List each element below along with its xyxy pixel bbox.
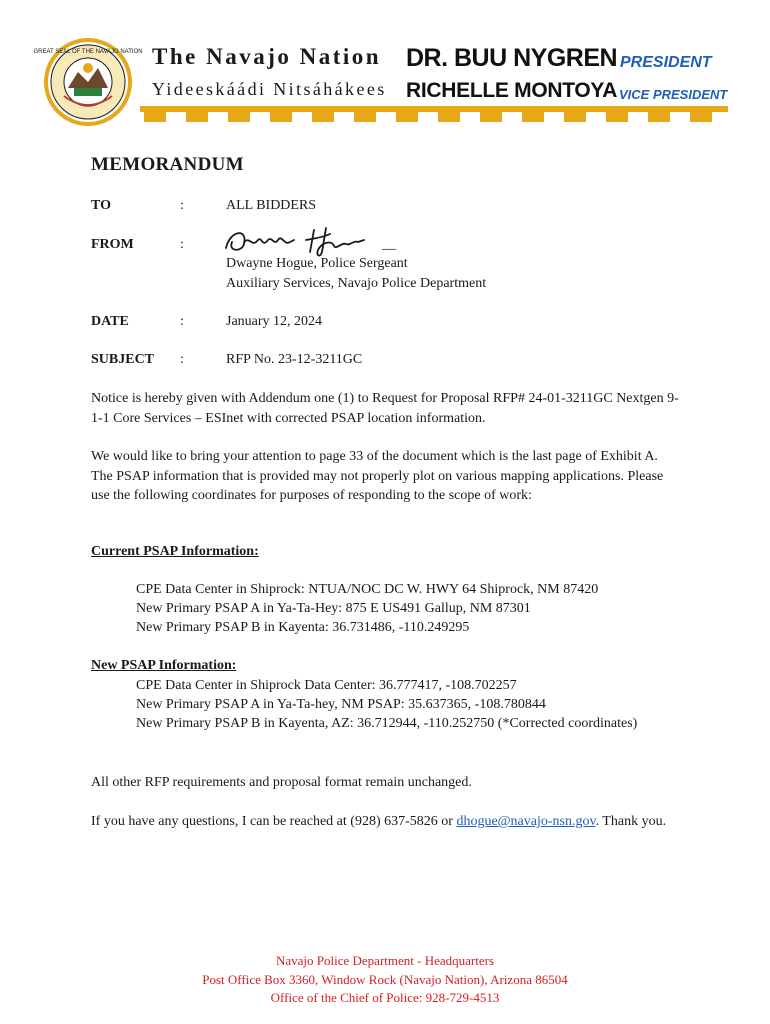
- nation-subtitle: Yideeskáádi Nitsáhákees: [152, 79, 387, 99]
- from-colon: :: [180, 237, 184, 252]
- date-value: January 12, 2024: [226, 314, 323, 329]
- vice-president-name: RICHELLE MONTOYA: [406, 79, 618, 102]
- decorative-band: [140, 106, 728, 124]
- new-psap-item: New Primary PSAP B in Kayenta, AZ: 36.712944, -110.252750 (*Corrected coordinates): [136, 716, 638, 731]
- contact-text-end: . Thank you.: [595, 814, 667, 829]
- from-label: FROM: [91, 237, 134, 252]
- date-colon: :: [180, 314, 184, 329]
- memo-heading: MEMORANDUM: [91, 154, 244, 175]
- email-link[interactable]: dhogue@navajo-nsn.gov: [456, 814, 596, 829]
- navajo-nation-seal: [33, 38, 143, 126]
- to-value: ALL BIDDERS: [226, 198, 317, 213]
- current-psap-item: CPE Data Center in Shiprock: NTUA/NOC DC W. HWY 64 Shiprock, NM 87420: [136, 582, 599, 597]
- paragraph-requirements: All other RFP requirements and proposal format remain unchanged.: [91, 775, 472, 790]
- to-label: TO: [91, 198, 111, 213]
- seal-text: GREAT SEAL OF THE NAVAJO NATION: [33, 49, 143, 55]
- new-psap-item: CPE Data Center in Shiprock Data Center: 36.777417, -108.702257: [136, 678, 517, 693]
- new-psap-item: New Primary PSAP A in Ya-Ta-hey, NM PSAP: 35.637365, -108.780844: [136, 697, 546, 712]
- current-psap-item: New Primary PSAP B in Kayenta: 36.731486, -110.249295: [136, 620, 470, 635]
- subject-value: RFP No. 23-12-3211GC: [226, 352, 363, 367]
- footer-line-address: Post Office Box 3360, Window Rock (Navajo Nation), Arizona 86504: [202, 971, 568, 987]
- current-psap-item: New Primary PSAP A in Ya-Ta-Hey: 875 E US491 Gallup, NM 87301: [136, 601, 531, 616]
- president-title: PRESIDENT: [620, 54, 712, 71]
- from-name: Dwayne Hogue, Police Sergeant: [226, 256, 408, 271]
- vice-president-title: VICE PRESIDENT: [619, 87, 728, 102]
- president-name: DR. BUU NYGREN: [406, 44, 618, 72]
- from-department: Auxiliary Services, Navajo Police Department: [226, 276, 487, 291]
- date-label: DATE: [91, 314, 129, 329]
- new-psap-title: New PSAP Information:: [91, 658, 237, 673]
- nation-title: The Navajo Nation: [152, 44, 382, 69]
- paragraph-attention: We would like to bring your attention to page 33 of the document which is the last page of Exhibit A. The PSAP information that is provided may not properly plot on various mapping applications. Please use the following coordinates for purposes of responding to the scope of work:: [91, 449, 664, 503]
- contact-text: If you have any questions, I can be reached at (928) 637-5826 or: [91, 814, 457, 829]
- subject-label: SUBJECT: [91, 352, 155, 367]
- paragraph-contact: [91, 812, 681, 832]
- subject-colon: :: [180, 352, 184, 367]
- signature-line: __: [382, 237, 396, 252]
- signature: [222, 222, 402, 260]
- current-psap-title: Current PSAP Information:: [91, 544, 259, 559]
- paragraph-notice: Notice is hereby given with Addendum one (1) to Request for Proposal RFP# 24-01-3211GC Nextgen 9-1-1 Core Services – ESInet with corrected PSAP location information.: [91, 391, 679, 426]
- footer: [0, 952, 770, 1008]
- footer-line-department: Navajo Police Department - Headquarters: [275, 953, 495, 968]
- footer-line-phone: Office of the Chief of Police: 928-729-4513: [270, 990, 500, 1005]
- to-colon: :: [180, 198, 184, 213]
